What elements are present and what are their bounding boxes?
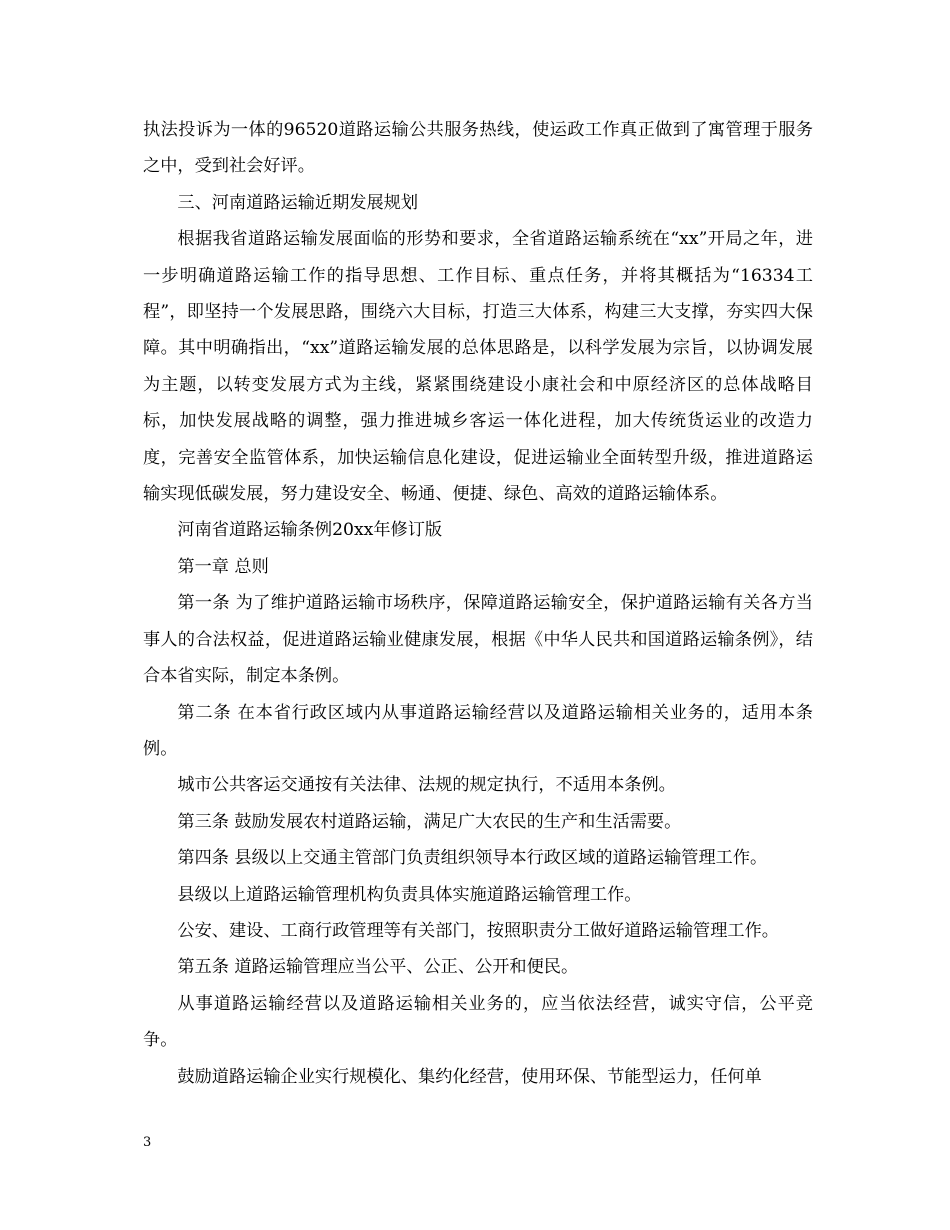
paragraph: 县级以上道路运输管理机构负责具体实施道路运输管理工作。 — [177, 884, 642, 905]
paragraph: 根据我省道路运输发展面临的形势和要求，全省道路运输系统在“xx”开局之年，进一步明确道路运输工作的指导思想、工作目标、重点任务，并将其概括为“16334工程”，即坚持一个发展思路，围绕六大目标，打造三大体系，构建三大支撑，夯实四大保障。其中明确指出，“xx”道路运输发展的总体思路是，以科学发展为宗旨，以协调发展为主题，以转变发展方式为主线，紧紧围绕建设小康社会和中原经济区的总体战略目标，加快发展战略的调整，强力推进城乡客运一体化进程，加大传统货运业的改造力度，完善安全监管体系，加快运输信息化建设，促进运输业全面转型升级，推进道路运输实现低碳发展，努力建设安全、畅通、便捷、绿色、高效的道路运输体系。 — [143, 229, 813, 505]
paragraph: 鼓励道路运输企业实行规模化、集约化经营，使用环保、节能型运力，任何单 — [177, 1066, 762, 1087]
article-1: 第一条 为了维护道路运输市场秩序，保障道路运输安全，保护道路运输有关各方当事人的合法权益，促进道路运输业健康发展，根据《中华人民共和国道路运输条例》，结合本省实际，制定本条例。 — [143, 593, 813, 687]
document-body — [143, 112, 813, 1095]
page-number: 3 — [143, 1135, 152, 1150]
article-5: 第五条 道路运输管理应当公平、公正、公开和便民。 — [177, 957, 579, 978]
regulation-title: 河南省道路运输条例20xx年修订版 — [177, 520, 443, 541]
paragraph: 从事道路运输经营以及道路运输相关业务的，应当依法经营，诚实守信，公平竞争。 — [143, 993, 813, 1051]
article-4: 第四条 县级以上交通主管部门负责组织领导本行政区域的道路运输管理工作。 — [177, 848, 768, 869]
article-2: 第二条 在本省行政区域内从事道路运输经营以及道路运输相关业务的，适用本条例。 — [143, 702, 813, 759]
paragraph: 城市公共客运交通按有关法律、法规的规定执行，不适用本条例。 — [177, 775, 676, 796]
section-heading: 三、河南道路运输近期发展规划 — [177, 192, 419, 213]
paragraph: 执法投诉为一体的96520道路运输公共服务热线，使运政工作真正做到了寓管理于服务之中，受到社会好评。 — [143, 120, 813, 177]
paragraph: 公安、建设、工商行政管理等有关部门，按照职责分工做好道路运输管理工作。 — [177, 920, 779, 941]
article-3: 第三条 鼓励发展农村道路运输，满足广大农民的生产和生活需要。 — [177, 811, 682, 832]
chapter-heading: 第一章 总则 — [177, 556, 269, 577]
